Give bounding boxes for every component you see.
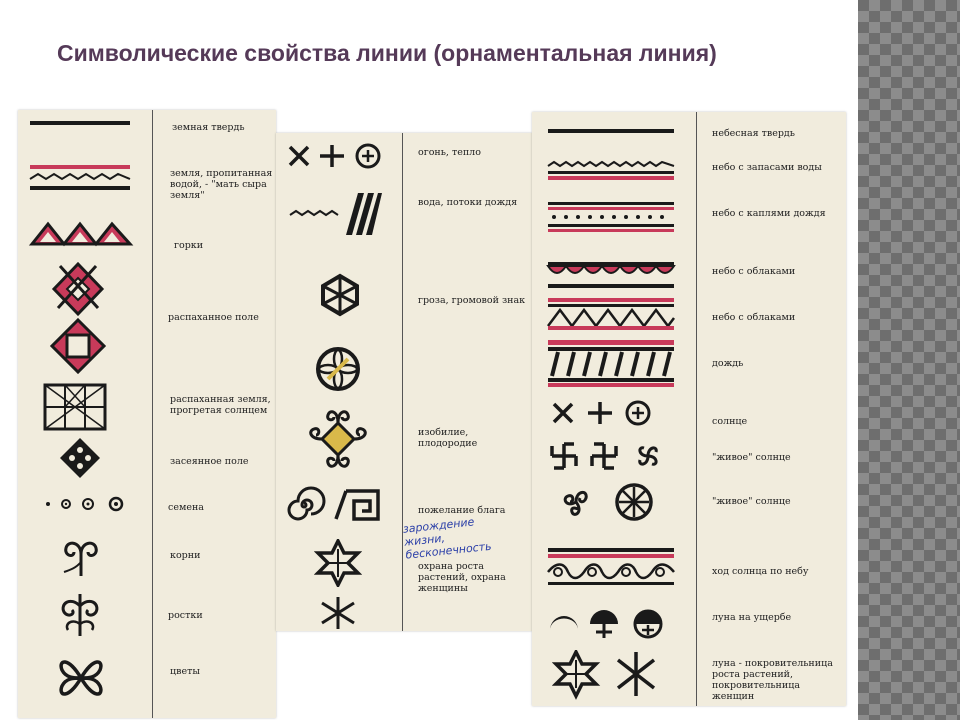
moon-stars-icon: [552, 650, 672, 700]
rhombus-square-icon: [50, 318, 106, 374]
plowed-field-icon: [48, 260, 108, 318]
label-sky-drops: небо с каплями дождя: [712, 208, 826, 219]
label-warmed-earth: распаханная земля, прогретая солнцем: [170, 394, 271, 416]
sky-clouds-scallop-icon: [544, 260, 678, 292]
rain-icon: [544, 338, 678, 388]
label-roots: корни: [170, 550, 201, 561]
label-good-wishes: пожелание блага: [418, 505, 506, 516]
decorative-sidebar: [858, 0, 960, 720]
label-rain: дождь: [712, 358, 744, 369]
label-plowed-field: распаханное поле: [168, 312, 259, 323]
moon-phases-icon: [546, 606, 670, 640]
label-sown-field: засеянное поле: [170, 456, 249, 467]
label-hills: горки: [174, 240, 204, 251]
heavenly-line-icon: [544, 126, 678, 136]
panel-divider: [152, 110, 153, 718]
star-icon: [314, 539, 362, 587]
label-sun-path: ход солнца по небу: [712, 566, 809, 577]
label-flowers: цветы: [170, 666, 200, 677]
label-sun: солнце: [712, 416, 748, 427]
label-fire-warmth: огонь, тепло: [418, 147, 481, 158]
label-thunder: гроза, громовой знак: [418, 295, 526, 306]
label-earth-firmament: земная твердь: [172, 122, 245, 133]
label-sky-waters: небо с запасами воды: [712, 162, 822, 173]
label-heavenly-firmament: небесная твердь: [712, 128, 795, 139]
label-living-sun-1: "живое" солнце: [712, 452, 791, 463]
panel-divider: [402, 133, 403, 631]
abundance-icon: [304, 405, 372, 473]
roots-icon: [56, 532, 106, 578]
sky-clouds-triangle-icon: [544, 296, 678, 332]
wavy-lines-icon: [26, 162, 136, 196]
ornament-panel-sky: [532, 112, 846, 706]
label-protection: охрана роста растений, охрана женщины: [418, 561, 506, 594]
handwritten-note: зарождение жизни, бесконечность: [402, 515, 493, 562]
label-living-sun-2: "живое" солнце: [712, 496, 791, 507]
swastika-icon: [548, 440, 668, 472]
label-moon-patroness: луна - покровительница роста растений, покровительница женщин: [712, 658, 833, 702]
label-sky-clouds-2: небо с облаками: [712, 312, 796, 323]
label-wet-earth: земля, пропитанная водой, - "мать сыра земля": [170, 168, 273, 201]
sown-field-icon: [58, 436, 102, 480]
panel-divider: [696, 112, 697, 706]
label-sprouts: ростки: [168, 610, 203, 621]
water-icon: [288, 191, 384, 237]
sky-waters-icon: [544, 158, 678, 184]
straight-line-icon: [26, 116, 136, 130]
slide-title: Символические свойства линии (орнаментальная линия): [57, 40, 717, 66]
seeds-icon: [42, 494, 142, 514]
grid-field-icon: [42, 382, 108, 432]
rosette-icon: [314, 345, 362, 393]
spirals-icon: [284, 485, 384, 525]
sun-crosses-icon: [548, 398, 660, 428]
label-abundance: изобилие, плодородие: [418, 427, 478, 449]
thunder-sign-icon: [318, 273, 362, 317]
flowers-icon: [54, 650, 108, 706]
snowflake-icon: [318, 595, 358, 631]
fire-crosses-icon: [284, 141, 388, 171]
ornament-panel-earth: [18, 110, 276, 718]
sprouts-icon: [54, 588, 106, 638]
label-sky-clouds-1: небо с облаками: [712, 266, 796, 277]
label-waning-moon: луна на ущербе: [712, 612, 792, 623]
hills-icon: [26, 218, 136, 248]
label-seeds: семена: [168, 502, 204, 513]
sun-path-icon: [544, 546, 678, 586]
sky-drops-icon: [544, 200, 678, 234]
triskelion-icon: [556, 482, 660, 522]
ornament-panel-elements: [276, 133, 532, 631]
label-water-rain: вода, потоки дождя: [418, 197, 518, 208]
